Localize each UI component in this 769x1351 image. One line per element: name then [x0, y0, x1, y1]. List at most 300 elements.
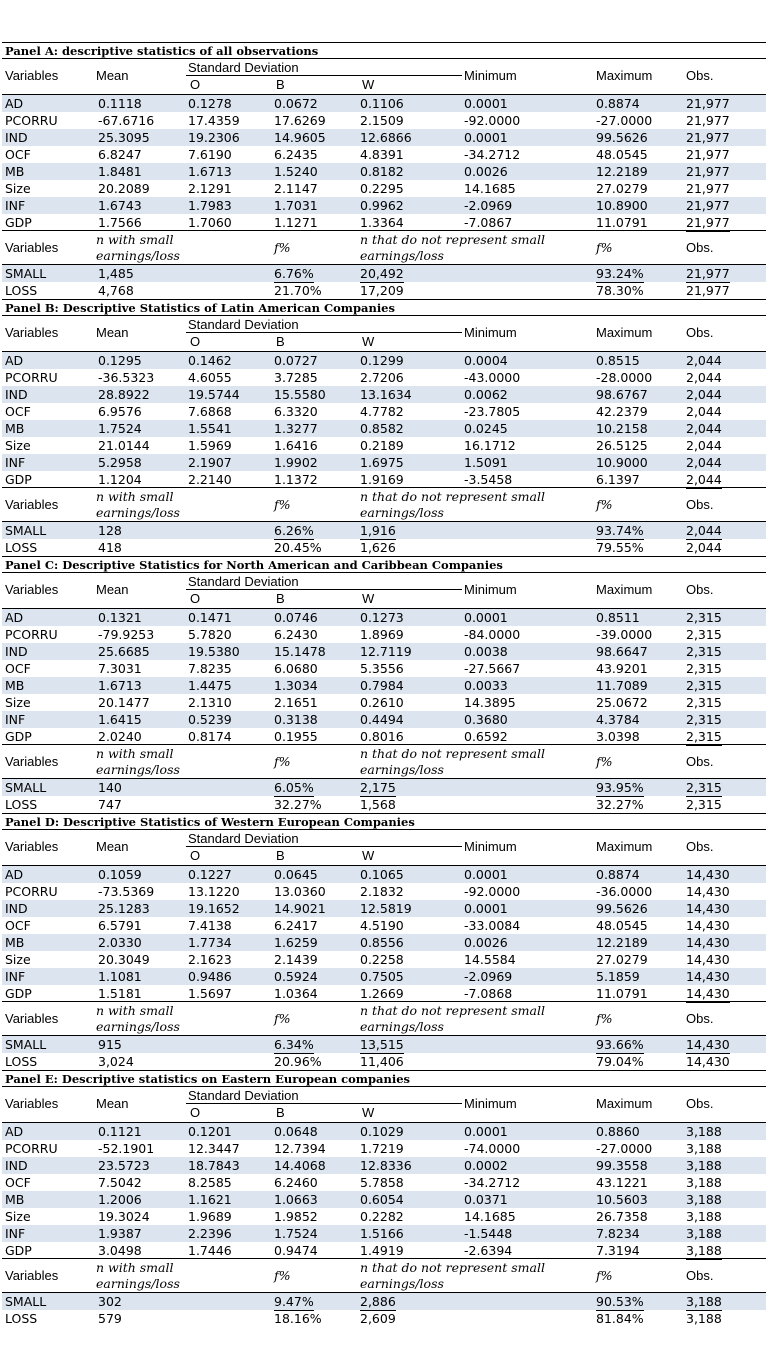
table-row — [2, 917, 766, 934]
header-obs: Obs. — [686, 839, 714, 854]
table-cell: 3.0398 — [596, 729, 640, 744]
table-cell: 1.5181 — [98, 986, 142, 1001]
column-header-row — [2, 573, 766, 608]
frequency-cell: 32.27% — [274, 797, 322, 812]
table-cell: -1.5448 — [464, 1226, 513, 1241]
table-cell: 13.0360 — [274, 884, 326, 899]
table-cell: 2,044 — [686, 438, 722, 453]
column-header-row — [2, 830, 766, 865]
table-row — [2, 386, 766, 403]
header-b: B — [276, 334, 285, 349]
table-row — [2, 437, 766, 454]
table-cell: GDP — [5, 472, 32, 487]
panel-d — [2, 813, 766, 1070]
table-cell: INF — [5, 712, 26, 727]
frequency-cell: 418 — [98, 540, 122, 555]
table-cell: 0.3138 — [274, 712, 318, 727]
table-row — [2, 369, 766, 386]
table-cell: 5.2958 — [98, 455, 142, 470]
table-cell: GDP — [5, 729, 32, 744]
table-cell: 0.2189 — [360, 438, 404, 453]
table-cell: -39.0000 — [596, 627, 653, 642]
frequency-row — [2, 539, 766, 556]
table-cell: MB — [5, 164, 25, 179]
table-cell: 0.1278 — [188, 96, 232, 111]
table-cell: 99.5626 — [596, 901, 648, 916]
frequency-cell: 302 — [98, 1294, 122, 1309]
table-cell: 1.7031 — [274, 198, 318, 213]
frequency-cell: 3,188 — [686, 1311, 722, 1326]
frequency-cell: 17,209 — [360, 283, 404, 298]
table-cell: 2.2140 — [188, 472, 232, 487]
table-cell: 12.5819 — [360, 901, 412, 916]
table-cell: MB — [5, 678, 25, 693]
table-cell: 0.0672 — [274, 96, 318, 111]
header-maximum: Maximum — [596, 582, 653, 597]
table-cell: MB — [5, 935, 25, 950]
table-cell: 6.2435 — [274, 147, 318, 162]
table-cell: -33.0084 — [464, 918, 521, 933]
table-cell: 6.8247 — [98, 147, 142, 162]
table-cell: 0.9474 — [274, 1243, 318, 1258]
table-cell: 2.1310 — [188, 695, 232, 710]
table-cell: 7.3194 — [596, 1243, 640, 1258]
table-cell: 0.1299 — [360, 353, 404, 368]
table-cell: 1.6975 — [360, 455, 404, 470]
table-cell: 21,977 — [686, 181, 730, 196]
table-cell: 7.6868 — [188, 404, 232, 419]
freq-header-f-pct: f% — [274, 240, 291, 255]
table-cell: 12.3447 — [188, 1141, 240, 1156]
table-cell: MB — [5, 1192, 25, 1207]
table-cell: 4.7782 — [360, 404, 404, 419]
table-cell: 16.1712 — [464, 438, 516, 453]
table-cell: 13.1220 — [188, 884, 240, 899]
table-cell: 14,430 — [686, 867, 730, 882]
frequency-cell: 579 — [98, 1311, 122, 1326]
freq-header-variables: Variables — [5, 1268, 59, 1283]
header-variables: Variables — [5, 1096, 59, 1111]
table-cell: 1.7734 — [188, 935, 232, 950]
table-cell: 1.3034 — [274, 678, 318, 693]
table-cell: 98.6767 — [596, 387, 648, 402]
table-cell: 2.1832 — [360, 884, 404, 899]
table-cell: 12.7394 — [274, 1141, 326, 1156]
table-row — [2, 95, 766, 112]
table-cell: 15.5580 — [274, 387, 326, 402]
frequency-cell: 2,609 — [360, 1311, 396, 1326]
frequency-cell: 2,886 — [360, 1294, 396, 1309]
table-cell: 2.1651 — [274, 695, 318, 710]
header-w: W — [362, 591, 375, 606]
table-cell: 0.0002 — [464, 1158, 508, 1173]
table-cell: 2,315 — [686, 610, 722, 625]
table-cell: 2.1291 — [188, 181, 232, 196]
table-cell: 2,315 — [686, 661, 722, 676]
frequency-row — [2, 1036, 766, 1053]
table-cell: 7.8235 — [188, 661, 232, 676]
table-cell: 0.0001 — [464, 1124, 508, 1139]
table-cell: 14,430 — [686, 969, 730, 984]
table-cell: 1.9169 — [360, 472, 404, 487]
header-o: O — [190, 334, 201, 349]
table-cell: 25.0672 — [596, 695, 648, 710]
table-cell: Size — [5, 438, 31, 453]
table-cell: AD — [5, 353, 24, 368]
frequency-header-row — [2, 745, 766, 779]
table-cell: 1.6713 — [188, 164, 232, 179]
table-cell: 7.5042 — [98, 1175, 142, 1190]
table-cell: 1.7566 — [98, 215, 142, 230]
panel-title: Panel B: Descriptive Statistics of Latin American Companies — [2, 299, 766, 316]
table-row — [2, 866, 766, 883]
freq-header-obs: Obs. — [686, 240, 714, 255]
table-cell: 27.0279 — [596, 181, 648, 196]
frequency-cell: 14,430 — [686, 1037, 730, 1052]
table-cell: 1.1204 — [98, 472, 142, 487]
table-cell: 17.4359 — [188, 113, 240, 128]
table-cell: 14.1685 — [464, 181, 516, 196]
frequency-row — [2, 1310, 766, 1327]
table-cell: 14.1685 — [464, 1209, 516, 1224]
table-cell: 1.7219 — [360, 1141, 404, 1156]
table-cell: 1.5240 — [274, 164, 318, 179]
table-cell: 0.8182 — [360, 164, 404, 179]
header-mean: Mean — [96, 839, 129, 854]
table-cell: 2.2396 — [188, 1226, 232, 1241]
table-row — [2, 403, 766, 420]
header-w: W — [362, 77, 375, 92]
frequency-cell: SMALL — [5, 523, 47, 538]
table-cell: OCF — [5, 404, 31, 419]
table-cell: 10.8900 — [596, 198, 648, 213]
table-cell: PCORRU — [5, 627, 58, 642]
table-row — [2, 146, 766, 163]
freq-header-f-pct-2: f% — [596, 497, 613, 512]
table-cell: 0.8556 — [360, 935, 404, 950]
table-cell: IND — [5, 644, 28, 659]
frequency-cell: 93.74% — [596, 523, 644, 538]
table-cell: GDP — [5, 215, 32, 230]
freq-header-n-small: n with small earnings/loss — [96, 1260, 180, 1291]
frequency-cell: 13,515 — [360, 1037, 404, 1052]
table-cell: 12.2189 — [596, 164, 648, 179]
header-w: W — [362, 1105, 375, 1120]
frequency-cell: 2,044 — [686, 523, 722, 538]
table-cell: 11.7089 — [596, 678, 648, 693]
table-cell: 0.0062 — [464, 387, 508, 402]
frequency-cell: 2,175 — [360, 780, 396, 795]
table-cell: 0.6592 — [464, 729, 508, 744]
header-standard-deviation: Standard Deviation — [186, 574, 462, 590]
table-cell: -92.0000 — [464, 884, 521, 899]
frequency-cell: 14,430 — [686, 1054, 730, 1069]
table-cell: 20.2089 — [98, 181, 150, 196]
table-cell: 3.7285 — [274, 370, 318, 385]
table-cell: 1.4475 — [188, 678, 232, 693]
table-cell: 0.2258 — [360, 952, 404, 967]
statistics-table — [2, 42, 766, 1327]
frequency-cell: 4,768 — [98, 283, 134, 298]
table-cell: 3,188 — [686, 1175, 722, 1190]
table-cell: AD — [5, 96, 24, 111]
table-cell: 1.1081 — [98, 969, 142, 984]
frequency-cell: 20.45% — [274, 540, 322, 555]
table-cell: 0.1227 — [188, 867, 232, 882]
frequency-cell: LOSS — [5, 1311, 38, 1326]
header-o: O — [190, 77, 201, 92]
frequency-cell: 20.96% — [274, 1054, 322, 1069]
table-cell: 25.1283 — [98, 901, 150, 916]
table-cell: 0.7984 — [360, 678, 404, 693]
table-cell: 1.6259 — [274, 935, 318, 950]
freq-header-obs: Obs. — [686, 1268, 714, 1283]
panel-e — [2, 1070, 766, 1327]
table-cell: 0.1321 — [98, 610, 142, 625]
table-cell: 12.8336 — [360, 1158, 412, 1173]
frequency-cell: 21,977 — [686, 283, 730, 298]
frequency-cell: 9.47% — [274, 1294, 314, 1309]
table-row — [2, 1208, 766, 1225]
frequency-header-row — [2, 1259, 766, 1293]
table-cell: 2,315 — [686, 695, 722, 710]
table-row — [2, 112, 766, 129]
table-cell: 20.3049 — [98, 952, 150, 967]
table-cell: -36.5323 — [98, 370, 155, 385]
table-cell: 1.9387 — [98, 1226, 142, 1241]
frequency-cell: 2,315 — [686, 780, 722, 795]
table-cell: 1.5541 — [188, 421, 232, 436]
freq-header-f-pct: f% — [274, 1011, 291, 1026]
frequency-cell: 90.53% — [596, 1294, 644, 1309]
table-cell: 12.2189 — [596, 935, 648, 950]
table-row — [2, 197, 766, 214]
table-cell: 1.9902 — [274, 455, 318, 470]
table-cell: 25.3095 — [98, 130, 150, 145]
table-cell: 1.0663 — [274, 1192, 318, 1207]
column-header-row — [2, 59, 766, 94]
table-cell: 4.8391 — [360, 147, 404, 162]
table-cell: 98.6647 — [596, 644, 648, 659]
frequency-row — [2, 265, 766, 282]
table-cell: 0.0001 — [464, 130, 508, 145]
panel-title: Panel C: Descriptive Statistics for North American and Caribbean Companies — [2, 556, 766, 573]
header-maximum: Maximum — [596, 1096, 653, 1111]
table-row — [2, 677, 766, 694]
header-maximum: Maximum — [596, 839, 653, 854]
frequency-header-row — [2, 231, 766, 265]
table-cell: 0.7505 — [360, 969, 404, 984]
table-cell: 6.1397 — [596, 472, 640, 487]
table-cell: AD — [5, 610, 24, 625]
frequency-cell: 1,916 — [360, 523, 396, 538]
table-cell: 0.5924 — [274, 969, 318, 984]
table-cell: 1.7524 — [274, 1226, 318, 1241]
table-cell: OCF — [5, 661, 31, 676]
table-cell: 0.8511 — [596, 610, 640, 625]
table-cell: PCORRU — [5, 1141, 58, 1156]
header-b: B — [276, 591, 285, 606]
table-cell: 4.5190 — [360, 918, 404, 933]
frequency-cell: 6.34% — [274, 1037, 314, 1052]
table-cell: 1.3277 — [274, 421, 318, 436]
table-cell: -79.9253 — [98, 627, 155, 642]
freq-header-obs: Obs. — [686, 754, 714, 769]
table-cell: INF — [5, 455, 26, 470]
table-cell: 17.6269 — [274, 113, 326, 128]
table-row — [2, 1191, 766, 1208]
table-cell: 15.1478 — [274, 644, 326, 659]
table-cell: 1.2669 — [360, 986, 404, 1001]
table-cell: 5.7820 — [188, 627, 232, 642]
table-cell: 21,977 — [686, 147, 730, 162]
table-cell: -2.6394 — [464, 1243, 513, 1258]
table-row — [2, 1225, 766, 1242]
frequency-row — [2, 1293, 766, 1310]
freq-header-n-small: n with small earnings/loss — [96, 232, 180, 263]
table-cell: 0.8860 — [596, 1124, 640, 1139]
table-cell: 1.1372 — [274, 472, 318, 487]
table-row — [2, 1174, 766, 1191]
freq-header-n-small: n with small earnings/loss — [96, 1003, 180, 1034]
table-cell: 0.5239 — [188, 712, 232, 727]
table-cell: 3,188 — [686, 1243, 722, 1258]
table-cell: 19.1652 — [188, 901, 240, 916]
table-cell: 6.5791 — [98, 918, 142, 933]
frequency-cell: 1,568 — [360, 797, 396, 812]
table-cell: 26.5125 — [596, 438, 648, 453]
table-cell: 2.7206 — [360, 370, 404, 385]
table-cell: IND — [5, 901, 28, 916]
frequency-cell: 18.16% — [274, 1311, 322, 1326]
table-cell: 1.7983 — [188, 198, 232, 213]
header-standard-deviation: Standard Deviation — [186, 60, 462, 76]
table-cell: INF — [5, 969, 26, 984]
freq-header-n-small: n with small earnings/loss — [96, 489, 180, 520]
column-header-row — [2, 316, 766, 351]
frequency-cell: 915 — [98, 1037, 122, 1052]
table-cell: 26.7358 — [596, 1209, 648, 1224]
panel-c — [2, 556, 766, 813]
frequency-cell: 11,406 — [360, 1054, 404, 1069]
header-standard-deviation: Standard Deviation — [186, 1088, 462, 1104]
table-cell: 1.7060 — [188, 215, 232, 230]
table-cell: 21,977 — [686, 215, 730, 230]
table-cell: 3,188 — [686, 1192, 722, 1207]
table-cell: 3,188 — [686, 1209, 722, 1224]
table-cell: 12.6866 — [360, 130, 412, 145]
table-cell: IND — [5, 130, 28, 145]
table-cell: -74.0000 — [464, 1141, 521, 1156]
table-cell: 12.7119 — [360, 644, 412, 659]
frequency-cell: 1,485 — [98, 266, 134, 281]
table-cell: 0.4494 — [360, 712, 404, 727]
frequency-row — [2, 1053, 766, 1070]
table-cell: 1.6743 — [98, 198, 142, 213]
table-cell: 21,977 — [686, 130, 730, 145]
frequency-cell: SMALL — [5, 780, 47, 795]
table-row — [2, 900, 766, 917]
header-minimum: Minimum — [464, 1096, 517, 1111]
table-cell: OCF — [5, 918, 31, 933]
table-cell: AD — [5, 1124, 24, 1139]
table-row — [2, 129, 766, 146]
table-cell: 14.3895 — [464, 695, 516, 710]
table-cell: 6.2430 — [274, 627, 318, 642]
table-cell: INF — [5, 1226, 26, 1241]
freq-header-variables: Variables — [5, 497, 59, 512]
header-obs: Obs. — [686, 582, 714, 597]
table-cell: 0.0001 — [464, 901, 508, 916]
table-cell: 0.1462 — [188, 353, 232, 368]
table-cell: 1.2006 — [98, 1192, 142, 1207]
table-cell: -36.0000 — [596, 884, 653, 899]
data-rows — [2, 608, 766, 745]
table-cell: 2,044 — [686, 353, 722, 368]
table-cell: IND — [5, 387, 28, 402]
table-cell: 1.5091 — [464, 455, 508, 470]
table-cell: 0.1471 — [188, 610, 232, 625]
table-cell: 0.1059 — [98, 867, 142, 882]
header-w: W — [362, 848, 375, 863]
freq-header-f-pct: f% — [274, 1268, 291, 1283]
table-cell: 1.9689 — [188, 1209, 232, 1224]
table-cell: 0.8874 — [596, 867, 640, 882]
table-cell: INF — [5, 198, 26, 213]
panel-b — [2, 299, 766, 556]
table-cell: 5.3556 — [360, 661, 404, 676]
freq-header-f-pct: f% — [274, 754, 291, 769]
table-row — [2, 728, 766, 745]
table-cell: 0.0001 — [464, 96, 508, 111]
table-row — [2, 352, 766, 369]
table-cell: 99.5626 — [596, 130, 648, 145]
freq-header-f-pct-2: f% — [596, 1011, 613, 1026]
table-cell: 0.0026 — [464, 935, 508, 950]
freq-header-n-not-small: n that do not represent small earnings/loss — [360, 1003, 545, 1034]
freq-header-n-not-small: n that do not represent small earnings/loss — [360, 746, 545, 777]
table-cell: -92.0000 — [464, 113, 521, 128]
table-row — [2, 1242, 766, 1259]
table-cell: 2,315 — [686, 627, 722, 642]
data-rows — [2, 1122, 766, 1259]
header-obs: Obs. — [686, 1096, 714, 1111]
frequency-cell: LOSS — [5, 1054, 38, 1069]
table-cell: 2,044 — [686, 472, 722, 487]
table-cell: 0.0004 — [464, 353, 508, 368]
freq-header-f-pct-2: f% — [596, 754, 613, 769]
table-cell: 3,188 — [686, 1158, 722, 1173]
table-cell: 1.5166 — [360, 1226, 404, 1241]
table-cell: 43.1221 — [596, 1175, 648, 1190]
frequency-cell: 747 — [98, 797, 122, 812]
table-cell: 2.1147 — [274, 181, 318, 196]
table-cell: Size — [5, 1209, 31, 1224]
table-cell: 0.1201 — [188, 1124, 232, 1139]
table-cell: 20.1477 — [98, 695, 150, 710]
table-cell: 21,977 — [686, 96, 730, 111]
frequency-row — [2, 779, 766, 796]
header-minimum: Minimum — [464, 325, 517, 340]
frequency-row — [2, 282, 766, 299]
table-cell: 28.8922 — [98, 387, 150, 402]
table-cell: 14,430 — [686, 918, 730, 933]
table-cell: -2.0969 — [464, 198, 513, 213]
freq-header-f-pct: f% — [274, 497, 291, 512]
header-minimum: Minimum — [464, 68, 517, 83]
table-cell: 14.4068 — [274, 1158, 326, 1173]
data-rows — [2, 351, 766, 488]
